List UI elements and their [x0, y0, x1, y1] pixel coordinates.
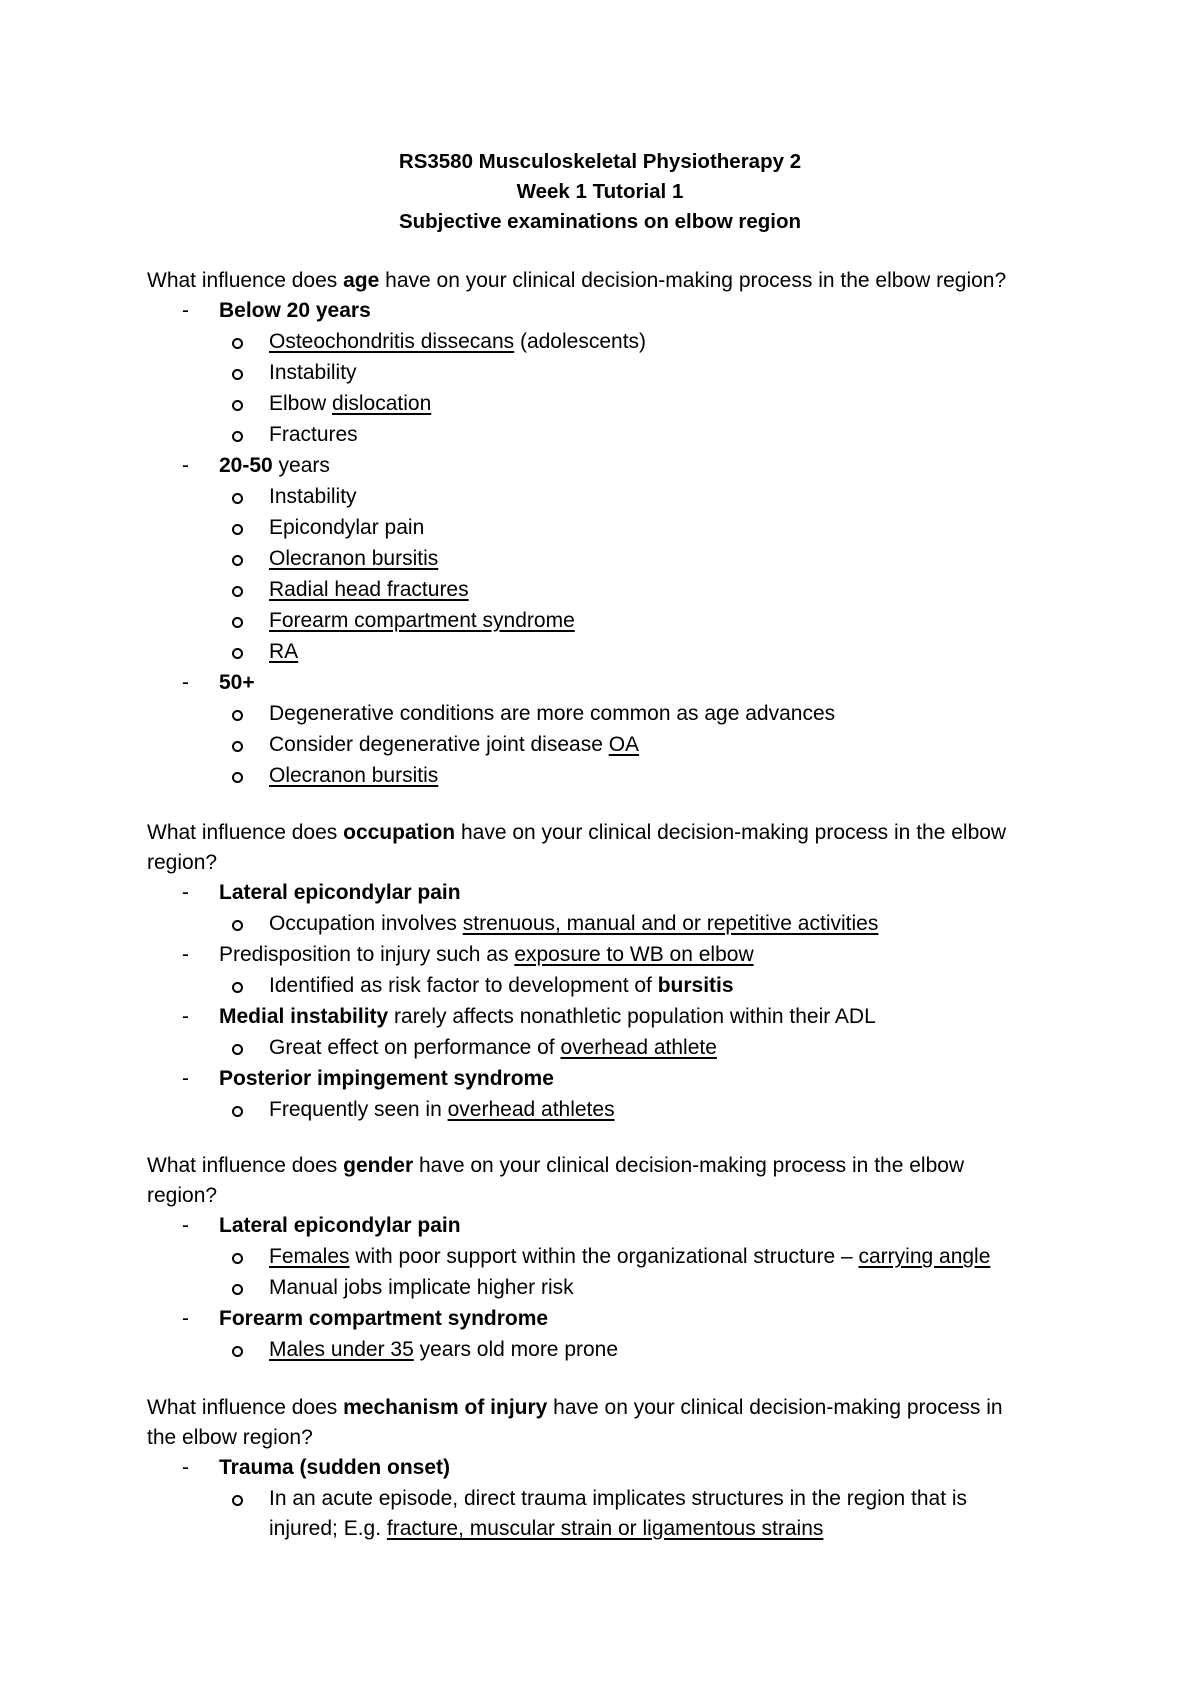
dash-bullet: -	[182, 1307, 189, 1330]
course-title: RS3580 Musculoskeletal Physiotherapy 2	[398, 150, 802, 173]
circle-bullet	[232, 710, 243, 721]
list-item: In an acute episode, direct trauma implicates structures in the region that is	[269, 1487, 968, 1510]
circle-bullet	[232, 920, 243, 931]
dash-bullet: -	[182, 943, 189, 966]
circle-bullet	[232, 741, 243, 752]
dash-bullet: -	[182, 881, 189, 904]
list-item-continuation: injured; E.g. fracture, muscular strain or ligamentous strains	[269, 1517, 824, 1540]
group-heading: Trauma (sudden onset)	[219, 1456, 451, 1479]
list-item: Males under 35 years old more prone	[269, 1338, 619, 1361]
circle-bullet	[232, 524, 243, 535]
list-item: Manual jobs implicate higher risk	[269, 1276, 574, 1299]
list-item: Degenerative conditions are more common as age advances	[269, 702, 836, 725]
question-gender: What influence does gender have on your clinical decision-making process in the elbow	[147, 1154, 965, 1177]
question-mechanism: What influence does mechanism of injury have on your clinical decision-making process in	[147, 1396, 1003, 1419]
list-item: Olecranon bursitis	[269, 764, 439, 787]
circle-bullet	[232, 617, 243, 628]
circle-bullet	[232, 555, 243, 566]
dash-bullet: -	[182, 671, 189, 694]
week-title: Week 1 Tutorial 1	[516, 180, 684, 203]
list-item: Epicondylar pain	[269, 516, 425, 539]
circle-bullet	[232, 338, 243, 349]
circle-bullet	[232, 586, 243, 597]
group-heading: Lateral epicondylar pain	[219, 1214, 461, 1237]
circle-bullet	[232, 431, 243, 442]
circle-bullet	[232, 648, 243, 659]
circle-bullet	[232, 1346, 243, 1357]
list-item: Instability	[269, 361, 357, 384]
dash-bullet: -	[182, 299, 189, 322]
circle-bullet	[232, 493, 243, 504]
list-item: Olecranon bursitis	[269, 547, 439, 570]
circle-bullet	[232, 1284, 243, 1295]
question-continuation: region?	[147, 851, 218, 874]
dash-bullet: -	[182, 1456, 189, 1479]
circle-bullet	[232, 982, 243, 993]
list-item: Occupation involves strenuous, manual and or repetitive activities	[269, 912, 879, 935]
list-item: Instability	[269, 485, 357, 508]
circle-bullet	[232, 1044, 243, 1055]
circle-bullet	[232, 1495, 243, 1506]
list-item: Fractures	[269, 423, 358, 446]
circle-bullet	[232, 1106, 243, 1117]
group-heading: Forearm compartment syndrome	[219, 1307, 549, 1330]
circle-bullet	[232, 1253, 243, 1264]
question-age: What influence does age have on your clinical decision-making process in the elbow region?	[147, 269, 1007, 292]
dash-bullet: -	[182, 1067, 189, 1090]
group-heading: Posterior impingement syndrome	[219, 1067, 554, 1090]
list-item: Consider degenerative joint disease OA	[269, 733, 640, 756]
question-occupation: What influence does occupation have on your clinical decision-making process in the elbow	[147, 821, 1007, 844]
list-item: Forearm compartment syndrome	[269, 609, 575, 632]
list-item: Frequently seen in overhead athletes	[269, 1098, 615, 1121]
group-heading: Predisposition to injury such as exposure to WB on elbow	[219, 943, 754, 966]
question-continuation: the elbow region?	[147, 1426, 313, 1449]
group-50-plus: 50+	[219, 671, 255, 694]
question-continuation: region?	[147, 1184, 218, 1207]
group-20-50: 20-50 years	[219, 454, 330, 477]
list-item: Identified as risk factor to development of bursitis	[269, 974, 734, 997]
list-item: RA	[269, 640, 299, 663]
circle-bullet	[232, 369, 243, 380]
dash-bullet: -	[182, 454, 189, 477]
circle-bullet	[232, 772, 243, 783]
dash-bullet: -	[182, 1005, 189, 1028]
list-item: Females with poor support within the organizational structure – carrying angle	[269, 1245, 991, 1268]
dash-bullet: -	[182, 1214, 189, 1237]
list-item: Great effect on performance of overhead athlete	[269, 1036, 717, 1059]
list-item: Osteochondritis dissecans (adolescents)	[269, 330, 647, 353]
group-below-20: Below 20 years	[219, 299, 371, 322]
circle-bullet	[232, 400, 243, 411]
list-item: Elbow dislocation	[269, 392, 432, 415]
list-item: Radial head fractures	[269, 578, 469, 601]
group-heading: Medial instability rarely affects nonathletic population within their ADL	[219, 1005, 876, 1028]
group-heading: Lateral epicondylar pain	[219, 881, 461, 904]
topic-title: Subjective examinations on elbow region	[398, 210, 802, 233]
